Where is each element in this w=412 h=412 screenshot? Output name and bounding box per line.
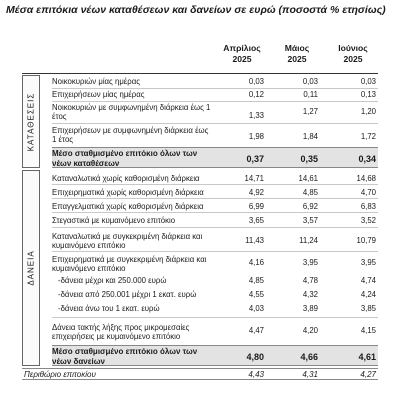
table-row: Επιχειρήσεων μίας ημέρας 0,12 0,11 0,13 bbox=[52, 90, 378, 102]
interest-margin-row: Περιθώριο επιτοκίου 4,43 4,31 4,27 bbox=[24, 370, 376, 379]
deposits-average-row: Μέσο σταθμισμένο επιτόκιο όλων των νέων καταθέσεων 0,37 0,35 0,34 bbox=[52, 149, 376, 168]
table-row: Καταναλωτικά χωρίς καθορισμένη διάρκεια 14,71 14,61 14,68 bbox=[52, 174, 376, 183]
table-row: Καταναλωτικά με συγκεκριμένη διάρκεια και κυμαινόμενο επιτόκιο 11,43 11,24 10,79 bbox=[52, 232, 376, 250]
column-header-april: Απρίλιος 2025 bbox=[223, 43, 261, 64]
column-header-june: Ιούνιος 2025 bbox=[338, 43, 368, 64]
table-row: Επιχειρήσεων με συμφωνημένη διάρκεια έως 1 έτος 1,98 1,84 1,72 bbox=[52, 126, 376, 144]
table-row: Δάνεια τακτής λήξης προς μικρομεσαίες επιχειρήσεις με κυμαινόμενο επιτόκιο 4,47 4,20 4,15 bbox=[52, 323, 376, 341]
table-row: Νοικοκυριών μίας ημέρας 0,03 0,03 0,03 bbox=[52, 77, 378, 89]
table-row: Επιχειρηματικά χωρίς καθορισμένη διάρκεια 4,92 4,85 4,70 bbox=[52, 188, 376, 197]
table-row: Επιχειρηματικά με συγκεκριμένη διάρκεια και κυμαινόμενο επιτόκιο 4,16 3,95 3,95 bbox=[52, 255, 376, 273]
table-row: Στεγαστικά με κυμαινόμενο επιτόκιο 3,65 3,57 3,52 bbox=[52, 214, 378, 228]
header-divider bbox=[22, 73, 378, 74]
deposits-section-label-box bbox=[22, 75, 40, 168]
table-row: -δάνεια άνω του 1 εκατ. ευρώ 4,03 3,89 3,85 bbox=[52, 304, 378, 318]
deposits-section-label: ΚΑΤΑΘΕΣΕΙΣ bbox=[26, 92, 36, 151]
table-row: Επαγγελματικά χωρίς καθορισμένη διάρκεια 6,99 6,92 6,83 bbox=[52, 202, 376, 211]
loans-section-label-box bbox=[22, 170, 40, 366]
table-row: Νοικοκυριών με συμφωνημένη διάρκεια έως 1 έτος 1,33 1,27 1,20 bbox=[52, 103, 378, 124]
page-title: Μέσα επιτόκια νέων καταθέσεων και δανείων σε ευρώ (ποσοστά % ετησίως) bbox=[6, 4, 386, 16]
loans-average-row: Μέσο σταθμισμένο επιτόκιο όλων των νέων δανείων 4,80 4,66 4,61 bbox=[52, 347, 376, 366]
table-row: -δάνεια μέχρι και 250.000 ευρώ 4,85 4,78 4,74 bbox=[58, 276, 376, 285]
column-header-may: Μάιος 2025 bbox=[284, 43, 310, 64]
table-row: -δάνεια από 250.001 μέχρι 1 εκατ. ευρώ 4,55 4,32 4,24 bbox=[58, 290, 376, 299]
loans-section-label: ΔΑΝΕΙΑ bbox=[26, 250, 36, 286]
